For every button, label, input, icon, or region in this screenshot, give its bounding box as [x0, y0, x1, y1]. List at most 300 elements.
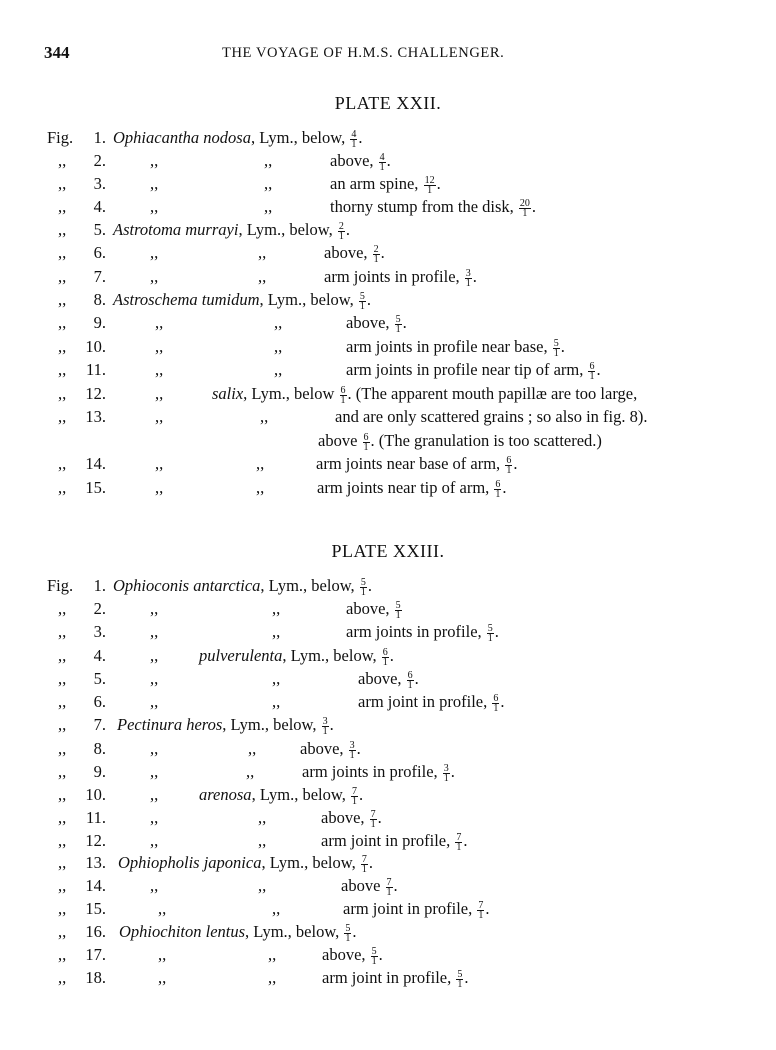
magnification-numerator: 6 [493, 693, 499, 704]
trailing-text: . (The granulation is too scattered.) [370, 431, 602, 450]
trailing-text: . [402, 313, 407, 332]
magnification-denominator: 1 [407, 680, 413, 691]
figure-number: 1. [93, 576, 106, 595]
authority-text: , Lym., below, [259, 290, 358, 309]
figure-description [358, 692, 504, 713]
ditto-mark: ,, [58, 337, 67, 356]
trailing-text: . [485, 899, 490, 918]
trailing-text: . [358, 785, 364, 804]
magnification-fraction [359, 292, 366, 311]
figure-number: 15. [85, 478, 106, 497]
view-text: above, [322, 945, 370, 964]
ditto-mark: ,, [272, 669, 281, 688]
ditto-mark: ,, [248, 739, 257, 758]
magnification-denominator: 1 [487, 633, 493, 644]
figure-description [346, 360, 601, 381]
figure-number: 18. [85, 968, 106, 987]
view-text: arm joints in profile, [302, 762, 442, 781]
magnification-fraction [553, 339, 560, 358]
ditto-mark: ,, [155, 407, 164, 426]
magnification-numerator: 4 [379, 152, 385, 163]
figure-description [302, 762, 455, 783]
trailing-text: . [464, 968, 469, 987]
magnification-fraction [351, 787, 358, 806]
ditto-mark: ,, [58, 290, 67, 309]
magnification-fraction [424, 176, 436, 195]
figure-number: 4. [93, 646, 106, 665]
ditto-mark: ,, [58, 151, 67, 170]
magnification-fraction [371, 947, 378, 966]
ditto-mark: ,, [155, 478, 164, 497]
figure-row [0, 899, 776, 921]
magnification-denominator: 1 [363, 442, 369, 453]
magnification-fraction [363, 433, 370, 452]
ditto-mark: ,, [58, 243, 67, 262]
magnification-fraction [373, 245, 380, 264]
magnification-fraction [349, 741, 356, 760]
figure-number: 5. [93, 220, 106, 239]
magnification-denominator: 1 [465, 278, 471, 289]
figure-number: 17. [85, 945, 106, 964]
ditto-mark: ,, [58, 876, 67, 895]
view-text: above, [358, 669, 406, 688]
view-text: arm joints in profile near base, [346, 337, 552, 356]
figure-number: 4. [93, 197, 106, 216]
species-name: salix [212, 384, 244, 403]
figure-description [119, 922, 357, 943]
ditto-mark: ,, [158, 945, 167, 964]
ditto-mark: ,, [58, 899, 67, 918]
view-text: arm joints near base of arm, [316, 454, 505, 473]
magnification-fraction [505, 456, 512, 475]
ditto-mark: ,, [58, 785, 67, 804]
ditto-mark: ,, [58, 831, 67, 850]
species-name: arenosa [199, 785, 252, 804]
ditto-mark: ,, [158, 899, 167, 918]
ditto-mark: ,, [264, 151, 273, 170]
magnification-numerator: 3 [349, 740, 355, 751]
figure-number: 2. [93, 599, 106, 618]
figure-row [0, 646, 776, 668]
fig-label: Fig. [47, 576, 74, 595]
species-name: Ophioconis antarctica [113, 576, 261, 595]
ditto-mark: ,, [150, 151, 159, 170]
ditto-mark: ,, [274, 360, 283, 379]
species-name: Ophiopholis japonica [118, 853, 262, 872]
magnification-denominator: 1 [395, 324, 401, 335]
magnification-fraction [350, 130, 357, 149]
magnification-denominator: 1 [522, 208, 528, 219]
magnification-fraction [395, 315, 402, 334]
ditto-mark: ,, [150, 876, 159, 895]
view-text: above [318, 431, 362, 450]
species-name: Astroschema tumidum [113, 290, 260, 309]
figure-description [358, 669, 419, 690]
figure-description [199, 646, 394, 667]
figure-row [0, 831, 776, 853]
ditto-mark: ,, [272, 599, 281, 618]
figure-description [346, 622, 499, 643]
ditto-mark: ,, [58, 646, 67, 665]
ditto-mark: ,, [246, 762, 255, 781]
ditto-mark: ,, [58, 922, 67, 941]
species-name: Ophiochiton lentus [119, 922, 246, 941]
figure-row [0, 576, 776, 598]
magnification-numerator: 5 [371, 946, 377, 957]
ditto-mark: ,, [150, 622, 159, 641]
magnification-numerator: 5 [395, 314, 401, 325]
figure-number: 10. [85, 337, 106, 356]
figure-row [0, 220, 776, 242]
magnification-denominator: 1 [506, 465, 512, 476]
magnification-denominator: 1 [351, 796, 357, 807]
figure-row [0, 360, 776, 382]
figure-row [0, 290, 776, 312]
figure-number: 8. [93, 739, 106, 758]
ditto-mark: ,, [264, 174, 273, 193]
figure-description [318, 431, 602, 452]
figure-row [0, 243, 776, 265]
plate-xxii-title: PLATE XXII. [334, 93, 442, 113]
ditto-mark: ,, [256, 478, 265, 497]
figure-description [324, 243, 385, 264]
magnification-numerator: 20 [519, 198, 530, 209]
magnification-denominator: 1 [427, 185, 433, 196]
magnification-numerator: 3 [443, 763, 449, 774]
figure-number: 10. [85, 785, 106, 804]
view-text: thorny stump from the disk, [330, 197, 518, 216]
trailing-text: . [502, 478, 507, 497]
trailing-text: . [560, 337, 565, 356]
magnification-fraction [519, 199, 531, 218]
ditto-mark: ,, [58, 478, 67, 497]
figure-row [0, 968, 776, 990]
magnification-denominator: 1 [478, 910, 484, 921]
figure-row [0, 853, 776, 875]
ditto-mark: ,, [58, 197, 67, 216]
magnification-denominator: 1 [382, 657, 388, 668]
ditto-mark: ,, [58, 715, 67, 734]
figure-number: 8. [93, 290, 106, 309]
trailing-text: . [494, 622, 499, 641]
figure-description [330, 197, 536, 218]
figure-row [0, 922, 776, 944]
magnification-numerator: 6 [506, 455, 512, 466]
trailing-text: . [463, 831, 468, 850]
magnification-denominator: 1 [456, 842, 462, 853]
magnification-numerator: 5 [487, 623, 493, 634]
figure-row [0, 945, 776, 967]
figure-description [113, 290, 371, 311]
trailing-text: . [450, 762, 455, 781]
trailing-text: . [367, 576, 372, 595]
ditto-mark: ,, [258, 267, 267, 286]
ditto-mark: ,, [150, 739, 159, 758]
ditto-mark: ,, [258, 876, 267, 895]
view-text: above, [324, 243, 372, 262]
trailing-text: . [329, 715, 334, 734]
magnification-numerator: 5 [395, 600, 401, 611]
ditto-mark: ,, [150, 243, 159, 262]
species-name: Pectinura heros [117, 715, 223, 734]
ditto-mark: ,, [155, 313, 164, 332]
magnification-denominator: 1 [370, 819, 376, 830]
magnification-numerator: 12 [424, 175, 435, 186]
ditto-mark: ,, [268, 945, 277, 964]
ditto-mark: ,, [155, 454, 164, 473]
magnification-fraction [492, 694, 499, 713]
view-text: above, [321, 808, 369, 827]
ditto-mark: ,, [58, 762, 67, 781]
magnification-denominator: 1 [338, 231, 344, 242]
magnification-numerator: 6 [407, 670, 413, 681]
magnification-numerator: 4 [351, 129, 357, 140]
figure-description [118, 853, 373, 874]
figure-description [322, 968, 468, 989]
ditto-mark: ,, [58, 968, 67, 987]
magnification-fraction [465, 269, 472, 288]
fig-label: Fig. [47, 128, 74, 147]
figure-row [0, 715, 776, 737]
magnification-numerator: 7 [456, 832, 462, 843]
magnification-numerator: 7 [361, 854, 367, 865]
magnification-fraction [361, 855, 368, 874]
ditto-mark: ,, [150, 599, 159, 618]
figure-row [0, 454, 776, 476]
figure-description [330, 151, 391, 172]
magnification-fraction [379, 153, 386, 172]
magnification-numerator: 6 [363, 432, 369, 443]
figure-description [199, 785, 363, 806]
ditto-mark: ,, [58, 853, 67, 872]
figure-row [0, 785, 776, 807]
figure-number: 11. [85, 808, 106, 827]
figure-row [0, 599, 776, 621]
figure-description [324, 267, 477, 288]
figure-row [0, 174, 776, 196]
figure-description [330, 174, 441, 195]
magnification-denominator: 1 [359, 301, 365, 312]
magnification-denominator: 1 [322, 726, 328, 737]
magnification-fraction [340, 386, 347, 405]
figure-number: 7. [93, 267, 106, 286]
magnification-fraction [382, 648, 389, 667]
magnification-fraction [360, 578, 367, 597]
figure-row [0, 876, 776, 898]
figure-description [322, 945, 383, 966]
trailing-text: . [380, 243, 385, 262]
ditto-mark: ,, [260, 407, 269, 426]
magnification-numerator: 5 [553, 338, 559, 349]
figure-description [321, 831, 467, 852]
authority-text: , Lym., below, [238, 220, 337, 239]
trailing-text: . [513, 454, 518, 473]
magnification-numerator: 7 [370, 809, 376, 820]
magnification-denominator: 1 [457, 979, 463, 990]
ditto-mark: ,, [58, 692, 67, 711]
ditto-mark: ,, [58, 622, 67, 641]
authority-text: , Lym., below, [260, 576, 359, 595]
magnification-denominator: 1 [495, 489, 501, 500]
view-text: above, [330, 151, 378, 170]
magnification-fraction [370, 810, 377, 829]
magnification-fraction [494, 480, 501, 499]
figure-row [0, 622, 776, 644]
magnification-denominator: 1 [386, 887, 392, 898]
view-text: above, [346, 313, 394, 332]
figure-number: 15. [85, 899, 106, 918]
ditto-mark: ,, [155, 337, 164, 356]
ditto-mark: ,, [272, 899, 281, 918]
figure-description [343, 899, 489, 920]
trailing-text: . [389, 646, 394, 665]
magnification-denominator: 1 [395, 610, 401, 621]
view-text: above [341, 876, 385, 895]
figure-row [0, 151, 776, 173]
ditto-mark: ,, [58, 407, 67, 426]
trailing-text: . [345, 220, 350, 239]
figure-number: 6. [93, 692, 106, 711]
ditto-mark: ,, [150, 197, 159, 216]
authority-text: , Lym., below [243, 384, 339, 403]
magnification-fraction [386, 878, 393, 897]
ditto-mark: ,, [150, 831, 159, 850]
view-text: and are only scattered grains ; so also in fig. 8). [335, 407, 648, 426]
figure-number: 13. [85, 407, 106, 426]
magnification-denominator: 1 [351, 139, 357, 150]
magnification-fraction [455, 833, 462, 852]
figure-description [113, 576, 372, 597]
figure-description [321, 808, 382, 829]
figure-number: 6. [93, 243, 106, 262]
figure-row [0, 478, 776, 500]
view-text: an arm spine, [330, 174, 423, 193]
figure-number: 12. [85, 831, 106, 850]
view-text: arm joint in profile, [358, 692, 492, 711]
ditto-mark: ,, [155, 384, 164, 403]
magnification-numerator: 6 [340, 385, 346, 396]
ditto-mark: ,, [274, 337, 283, 356]
trailing-text: . [377, 808, 382, 827]
ditto-mark: ,, [58, 739, 67, 758]
view-text: arm joints in profile, [324, 267, 464, 286]
magnification-numerator: 5 [345, 923, 351, 934]
trailing-text: . [356, 739, 361, 758]
ditto-mark: ,, [58, 267, 67, 286]
ditto-mark: ,, [58, 384, 67, 403]
trailing-text: . [352, 922, 357, 941]
magnification-numerator: 7 [351, 786, 357, 797]
magnification-fraction [588, 362, 595, 381]
trailing-text: . [436, 174, 441, 193]
ditto-mark: ,, [150, 692, 159, 711]
figure-description [346, 313, 407, 334]
figure-row [0, 407, 776, 429]
trailing-text: . [531, 197, 537, 216]
magnification-numerator: 2 [338, 221, 344, 232]
magnification-denominator: 1 [349, 750, 355, 761]
figure-description [316, 454, 517, 475]
ditto-mark: ,, [150, 174, 159, 193]
figure-description [212, 384, 637, 405]
ditto-mark: ,, [58, 669, 67, 688]
figure-row [0, 692, 776, 714]
trailing-text: . [378, 945, 383, 964]
figure-number: 16. [85, 922, 106, 941]
ditto-mark: ,, [150, 762, 159, 781]
magnification-fraction [407, 671, 414, 690]
figure-number: 13. [85, 853, 106, 872]
magnification-fraction [443, 764, 450, 783]
figure-description [346, 337, 565, 358]
magnification-denominator: 1 [361, 864, 367, 875]
magnification-denominator: 1 [345, 933, 351, 944]
figure-number: 11. [85, 360, 106, 379]
figure-description [113, 220, 350, 241]
magnification-denominator: 1 [589, 371, 595, 382]
magnification-numerator: 6 [382, 647, 388, 658]
magnification-denominator: 1 [443, 773, 449, 784]
magnification-denominator: 1 [553, 348, 559, 359]
figure-description [341, 876, 398, 897]
magnification-denominator: 1 [379, 162, 385, 173]
ditto-mark: ,, [58, 599, 67, 618]
ditto-mark: ,, [150, 646, 159, 665]
trailing-text: . [366, 290, 372, 309]
view-text: arm joint in profile, [321, 831, 455, 850]
ditto-mark: ,, [258, 243, 267, 262]
figure-description [300, 739, 361, 760]
figure-description [117, 715, 334, 736]
figure-number: 9. [93, 762, 106, 781]
page-number: 344 [44, 43, 70, 62]
figure-row [0, 197, 776, 219]
ditto-mark: ,, [158, 968, 167, 987]
figure-description [113, 128, 362, 149]
ditto-mark: ,, [155, 360, 164, 379]
magnification-numerator: 5 [359, 291, 365, 302]
figure-number: 7. [93, 715, 106, 734]
magnification-denominator: 1 [373, 254, 379, 265]
figure-number: 3. [93, 174, 106, 193]
magnification-numerator: 3 [465, 268, 471, 279]
ditto-mark: ,, [272, 622, 281, 641]
magnification-denominator: 1 [340, 395, 346, 406]
ditto-mark: ,, [272, 692, 281, 711]
ditto-mark: ,, [58, 945, 67, 964]
figure-number: 9. [93, 313, 106, 332]
figure-number: 1. [93, 128, 106, 147]
magnification-fraction [456, 970, 463, 989]
magnification-fraction [338, 222, 345, 241]
ditto-mark: ,, [58, 174, 67, 193]
trailing-text: . [472, 267, 477, 286]
ditto-mark: ,, [58, 313, 67, 332]
view-text: arm joints near tip of arm, [317, 478, 494, 497]
ditto-mark: ,, [264, 197, 273, 216]
magnification-numerator: 7 [386, 877, 392, 888]
ditto-mark: ,, [150, 267, 159, 286]
ditto-mark: ,, [258, 831, 267, 850]
ditto-mark: ,, [258, 808, 267, 827]
figure-row [0, 337, 776, 359]
figure-row [0, 384, 776, 406]
magnification-fraction [344, 924, 351, 943]
figure-number: 2. [93, 151, 106, 170]
ditto-mark: ,, [268, 968, 277, 987]
figure-row [0, 267, 776, 289]
ditto-mark: ,, [58, 360, 67, 379]
